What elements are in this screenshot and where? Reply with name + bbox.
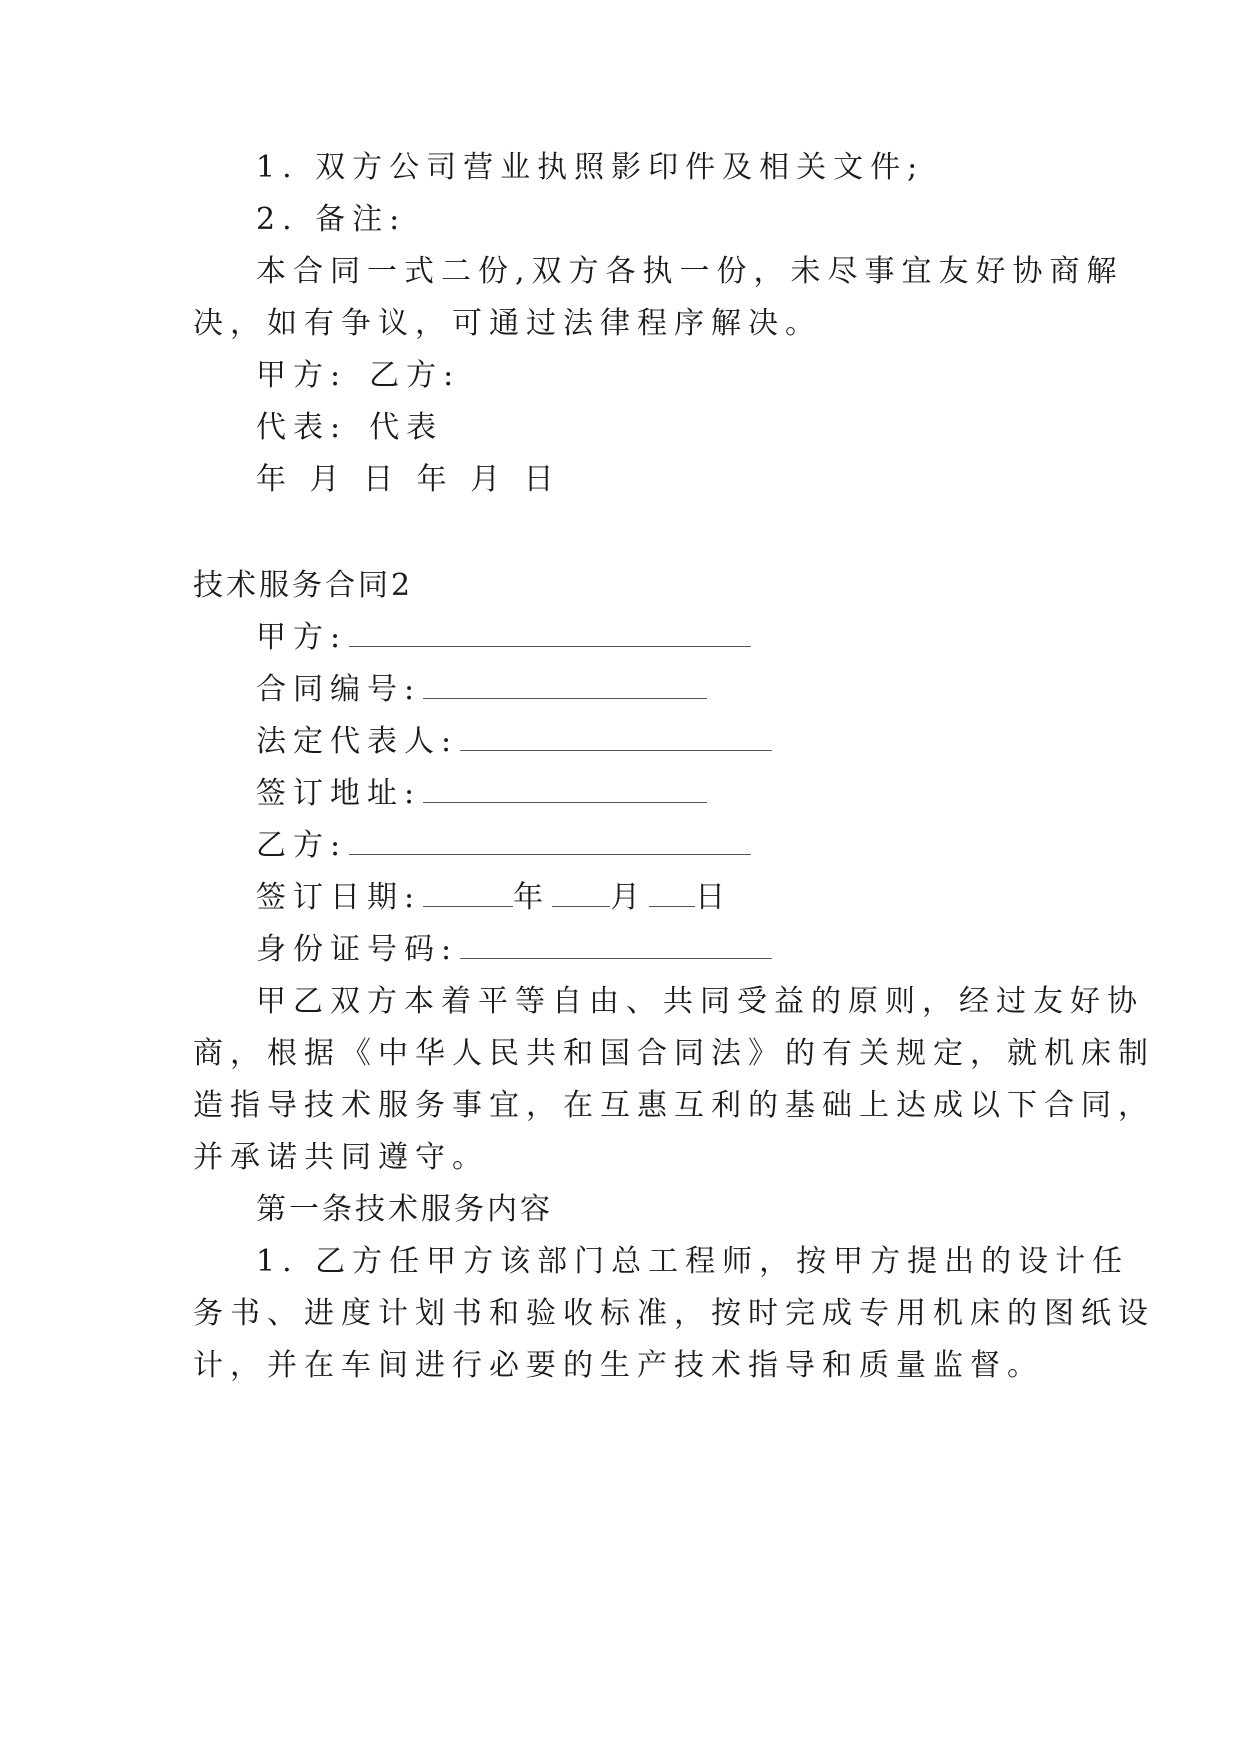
preamble-line-4: 并承诺共同遵守。 (193, 1140, 489, 1175)
article-1-item-1-line-1: 1. 乙方任甲方该部门总工程师，按甲方提出的设计任 (256, 1244, 1130, 1279)
sign-date-month-label: 月 (610, 880, 648, 915)
article-1-item-1-line-2: 务书、进度计划书和验收标准，按时完成专用机床的图纸设 (193, 1296, 1155, 1331)
sign-address-blank-line (423, 774, 707, 803)
preamble-line-2: 商，根据《中华人民共和国合同法》的有关规定，就机床制 (193, 1036, 1155, 1071)
contract-no-blank-line (423, 670, 707, 699)
field-party-b (256, 826, 751, 866)
field-sign-date-label: 签订日期: (256, 880, 422, 915)
field-id-number (256, 930, 772, 970)
sign-party-a-label: 甲方: (256, 358, 348, 393)
signature-date-line: 年 月 日 年 月 日 (256, 462, 561, 497)
note-line-2: 决，如有争议，可通过法律程序解决。 (193, 306, 822, 341)
sign-date-year-label: 年 (513, 880, 551, 915)
field-contract-no-label: 合同编号: (256, 672, 422, 707)
note-line-1: 本合同一式二份,双方各执一份，未尽事宜友好协商解 (256, 254, 1124, 289)
field-sign-date (256, 878, 732, 918)
sign-date-year-blank (423, 878, 513, 907)
field-id-number-label: 身份证号码: (256, 932, 459, 967)
article-1-item-1-line-3: 计，并在车间进行必要的生产技术指导和质量监督。 (193, 1348, 1044, 1383)
field-party-a (256, 618, 751, 658)
field-party-a-label: 甲方: (256, 620, 348, 655)
signature-parties (256, 356, 460, 396)
field-legal-rep-label: 法定代表人: (256, 724, 459, 759)
signature-representatives (256, 408, 443, 448)
sign-date-day-blank (649, 878, 695, 907)
contract-2-title: 技术服务合同2 (193, 568, 414, 603)
party-b-blank-line (349, 826, 751, 855)
sign-date-month-blank (552, 878, 610, 907)
party-a-blank-line (349, 618, 751, 647)
legal-rep-blank-line (460, 722, 772, 751)
field-contract-no (256, 670, 707, 710)
article-1-title: 第一条技术服务内容 (256, 1192, 553, 1227)
field-sign-address-label: 签订地址: (256, 776, 422, 811)
sign-date-day-label: 日 (695, 880, 733, 915)
field-party-b-label: 乙方: (256, 828, 348, 863)
rep-a-label: 代表: (256, 410, 348, 445)
id-number-blank-line (460, 930, 772, 959)
preamble-line-1: 甲乙双方本着平等自由、共同受益的原则，经过友好协 (256, 984, 1144, 1019)
attachment-item-1: 1. 双方公司营业执照影印件及相关文件; (256, 150, 925, 185)
field-legal-rep (256, 722, 772, 762)
attachment-item-2: 2. 备注: (256, 202, 407, 237)
rep-b-label: 代表 (369, 410, 444, 445)
field-sign-address (256, 774, 707, 814)
sign-party-b-label: 乙方: (369, 358, 461, 393)
preamble-line-3: 造指导技术服务事宜，在互惠互利的基础上达成以下合同， (193, 1088, 1155, 1123)
